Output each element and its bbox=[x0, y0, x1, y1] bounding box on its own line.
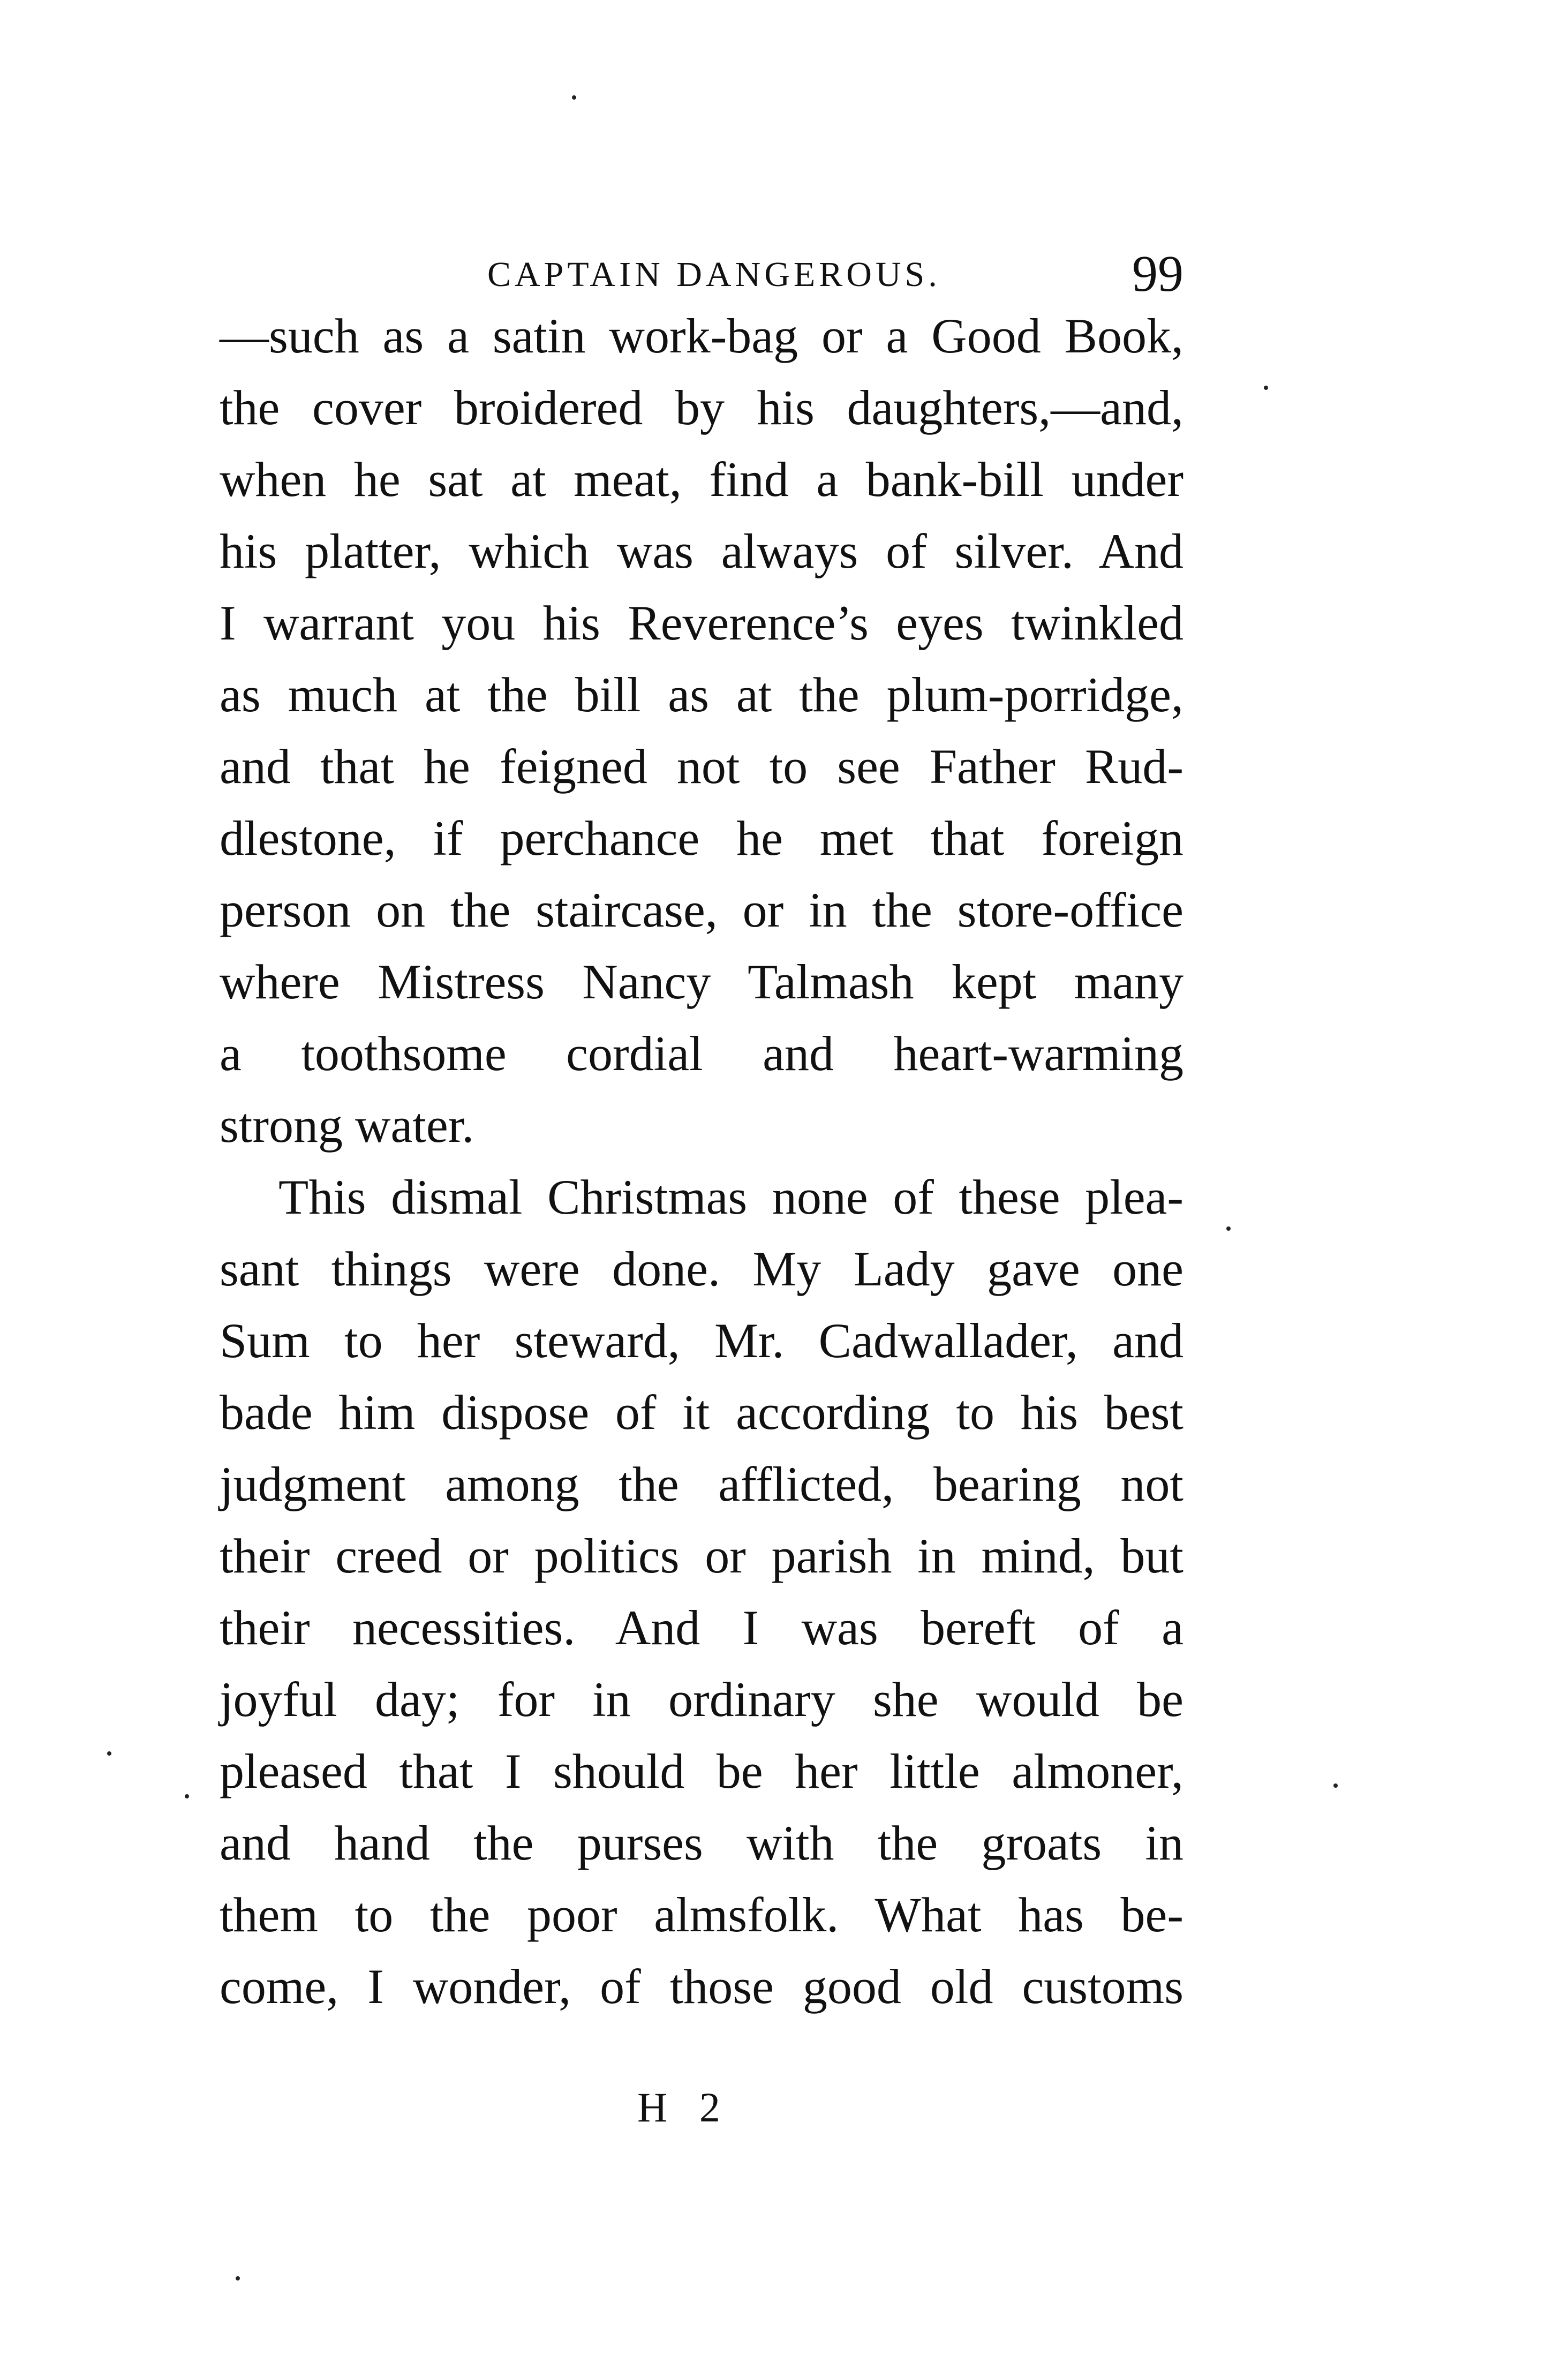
text-line: sant things were done. My Lady gave one bbox=[220, 1241, 1183, 1296]
text-line: the cover broidered by his daughters,—and, bbox=[220, 380, 1183, 435]
text-line: when he sat at meat, find a bank-bill under bbox=[220, 452, 1183, 507]
text-line: This dismal Christmas none of these plea- bbox=[278, 1170, 1183, 1224]
text-line: their necessities. And I was bereft of a bbox=[220, 1600, 1183, 1655]
text-line: judgment among the afflicted, bearing not bbox=[220, 1457, 1183, 1511]
text-line: his platter, which was always of silver. And bbox=[220, 524, 1183, 578]
scan-speck bbox=[236, 2276, 240, 2280]
scan-speck bbox=[1226, 1226, 1231, 1231]
text-line: them to the poor almsfolk. What has be- bbox=[220, 1887, 1183, 1942]
text-line: joyful day; for in ordinary she would be bbox=[220, 1672, 1183, 1727]
paragraph-1 bbox=[220, 300, 1183, 1161]
scan-speck bbox=[107, 1751, 111, 1756]
text-line: as much at the bill as at the plum-porridge, bbox=[220, 667, 1183, 722]
text-line: dlestone, if perchance he met that foreign bbox=[220, 811, 1183, 865]
text-line: bade him dispose of it according to his best bbox=[220, 1385, 1183, 1440]
paragraph-2 bbox=[220, 1161, 1183, 2022]
text-line: strong water. bbox=[220, 1098, 474, 1153]
scan-speck bbox=[1333, 1783, 1338, 1788]
page-header bbox=[220, 244, 1183, 308]
text-line: pleased that I should be her little almoner, bbox=[220, 1744, 1183, 1798]
text-line: where Mistress Nancy Talmash kept many bbox=[220, 954, 1183, 1009]
text-line: and that he feigned not to see Father Rud- bbox=[220, 739, 1183, 794]
scan-speck bbox=[185, 1794, 189, 1798]
signature-mark: H 2 bbox=[637, 2084, 731, 2131]
running-title: CAPTAIN DANGEROUS. bbox=[487, 255, 941, 294]
page-number: 99 bbox=[1132, 245, 1183, 302]
body-text bbox=[220, 300, 1183, 2022]
text-line: I warrant you his Reverence’s eyes twinkled bbox=[220, 596, 1183, 650]
text-line: a toothsome cordial and heart-warming bbox=[220, 1026, 1183, 1081]
scan-speck bbox=[1264, 386, 1268, 390]
text-line: their creed or politics or parish in mind, but bbox=[220, 1529, 1183, 1583]
scan-speck bbox=[572, 95, 576, 100]
text-line: Sum to her steward, Mr. Cadwallader, and bbox=[220, 1313, 1183, 1368]
text-line: person on the staircase, or in the store-office bbox=[220, 883, 1183, 937]
text-line: come, I wonder, of those good old customs bbox=[220, 1959, 1183, 2014]
text-line: and hand the purses with the groats in bbox=[220, 1816, 1183, 1870]
text-line: —such as a satin work-bag or a Good Book, bbox=[220, 308, 1183, 363]
